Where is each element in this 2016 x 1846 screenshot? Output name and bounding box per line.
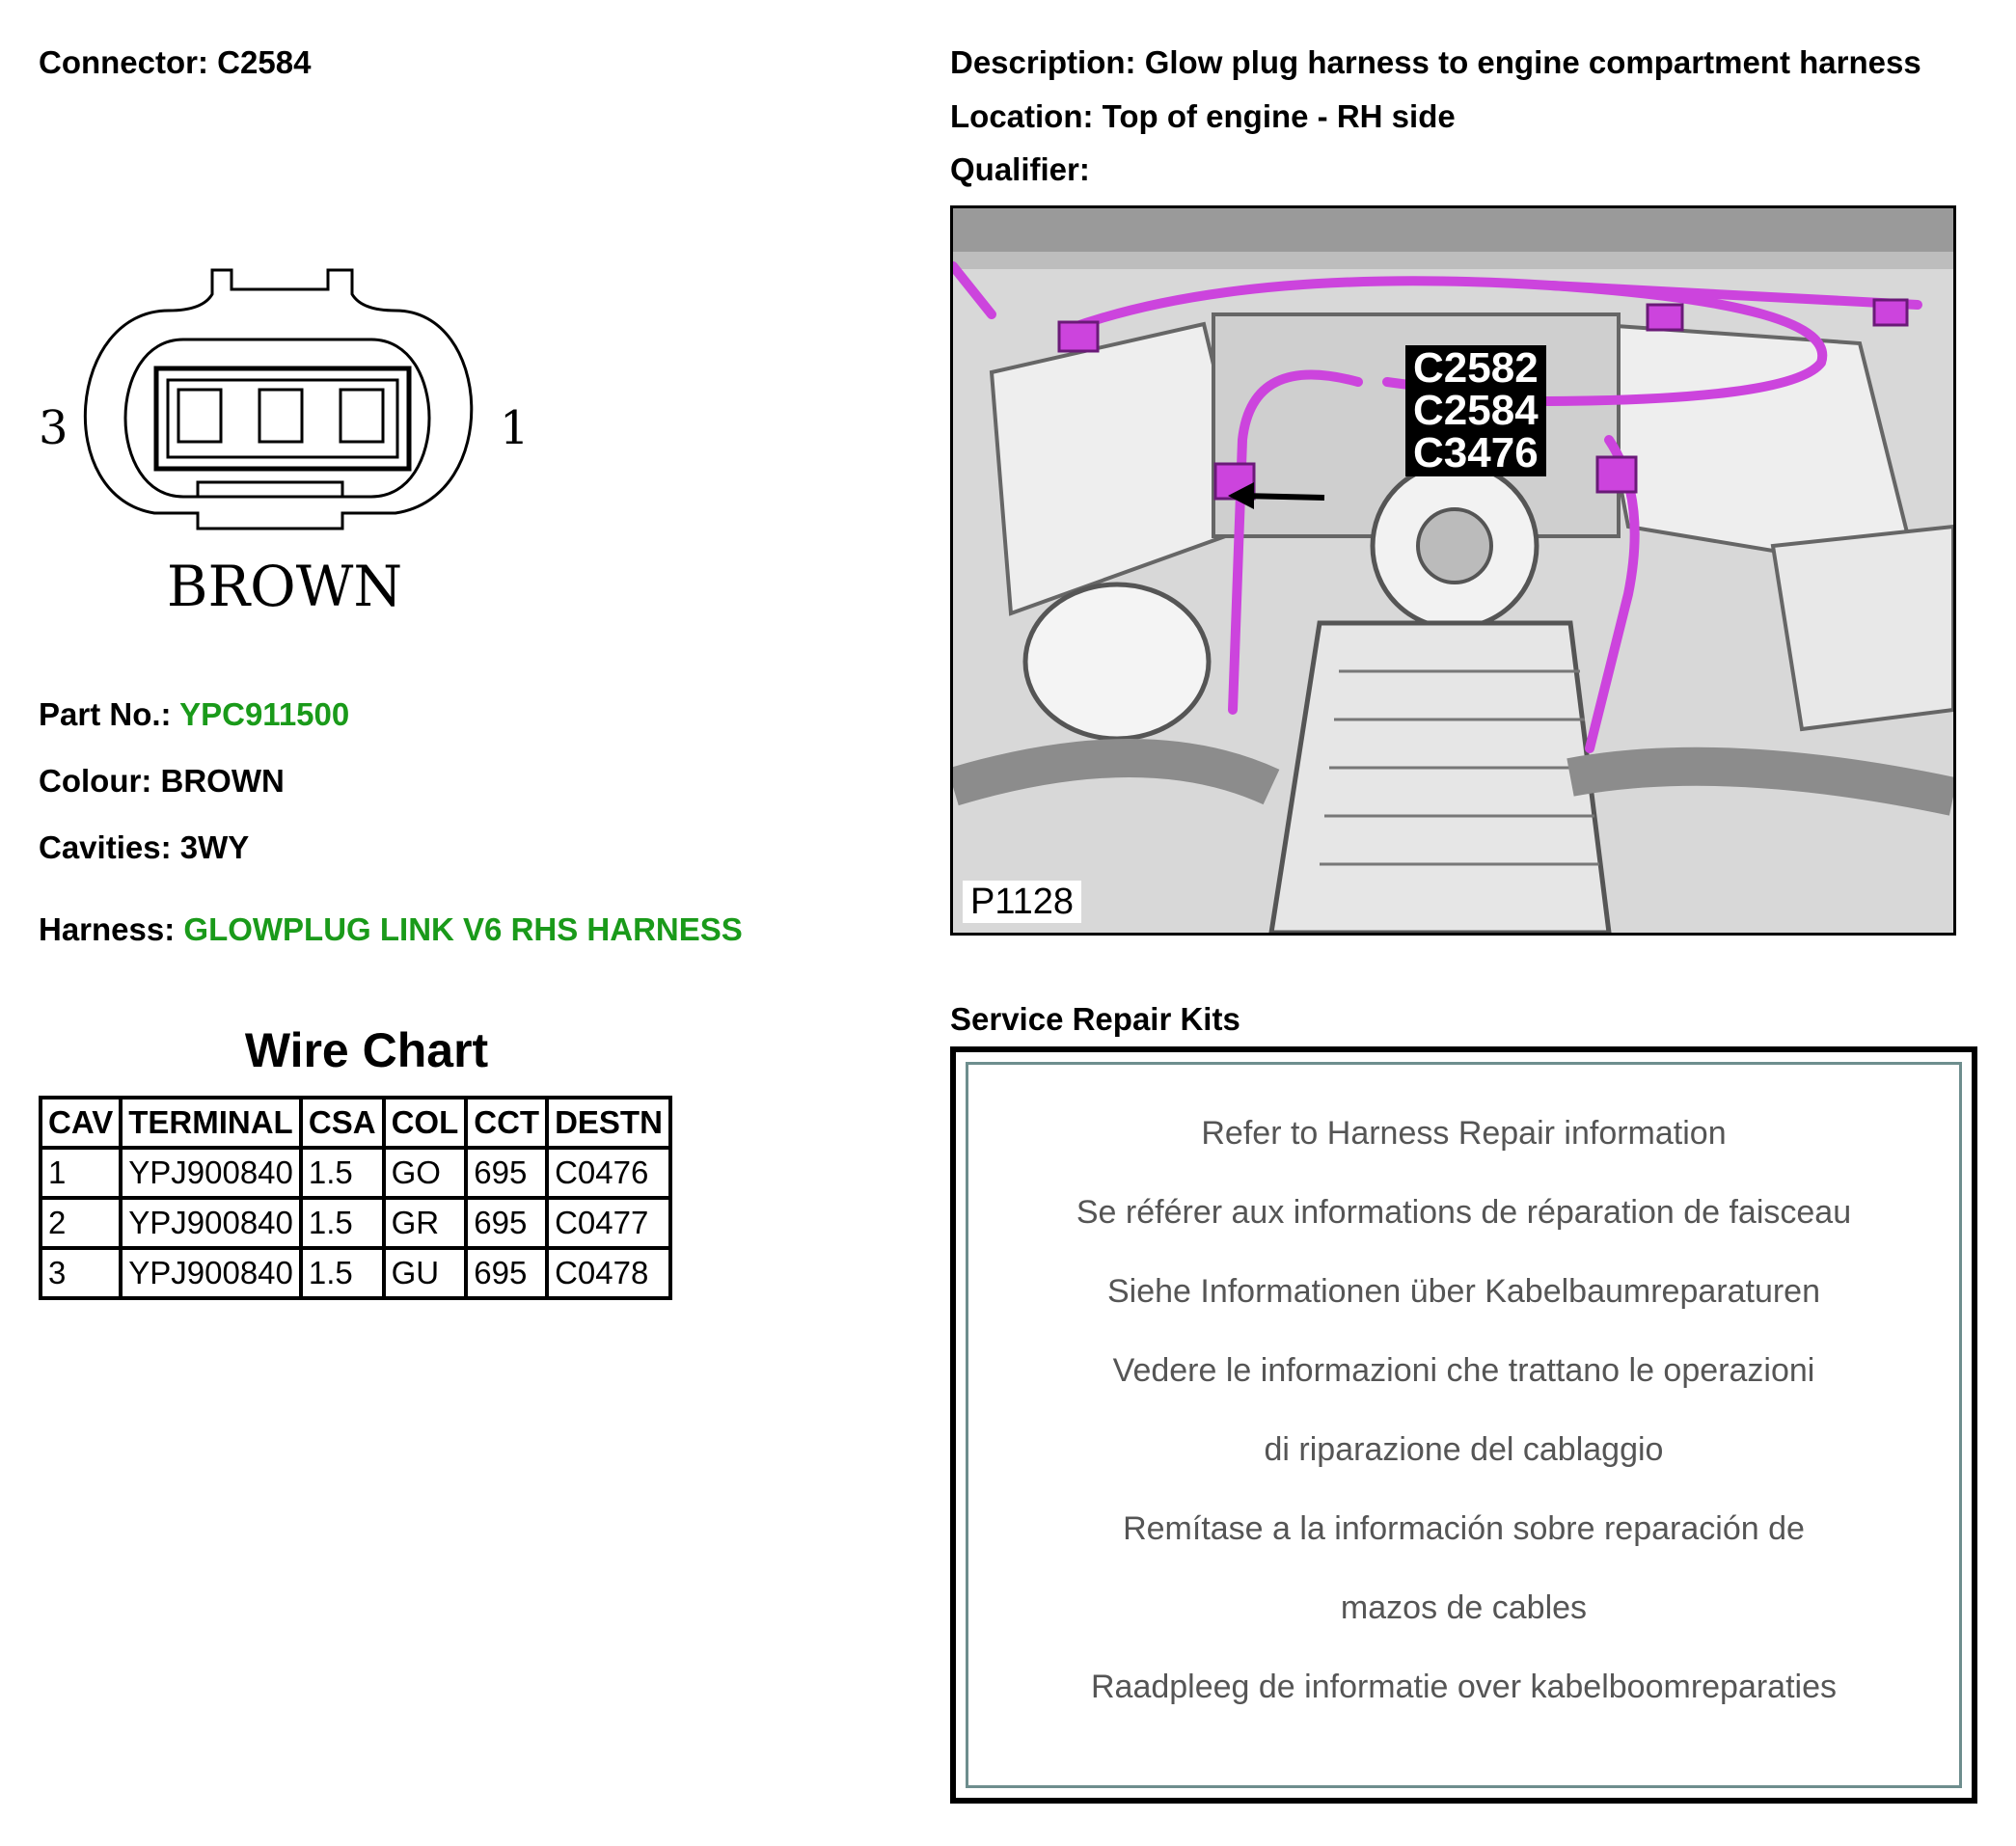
cell-col: GR bbox=[384, 1198, 467, 1248]
col-header-col: COL bbox=[384, 1098, 467, 1148]
cell-cct: 695 bbox=[466, 1148, 547, 1198]
harness-label: Harness: bbox=[39, 911, 176, 947]
pin-3-label: 3 bbox=[39, 401, 68, 455]
location-line bbox=[950, 100, 1456, 132]
cell-cct: 695 bbox=[466, 1198, 547, 1248]
qualifier-label: Qualifier: bbox=[950, 151, 1090, 187]
service-repair-kits-box bbox=[950, 1046, 1977, 1804]
part-no-label: Part No.: bbox=[39, 696, 172, 732]
connector-line bbox=[39, 46, 311, 78]
cell-destn: C0477 bbox=[547, 1198, 670, 1248]
description-value: Glow plug harness to engine compartment harness bbox=[1144, 44, 1921, 80]
part-no-line bbox=[39, 698, 349, 730]
harness-link[interactable]: GLOWPLUG LINK V6 RHS HARNESS bbox=[183, 911, 743, 947]
connector-colour-caption: BROWN bbox=[166, 554, 403, 619]
location-value: Top of engine - RH side bbox=[1102, 98, 1456, 134]
cell-csa: 1.5 bbox=[301, 1148, 384, 1198]
connector-id: C2584 bbox=[217, 44, 312, 80]
callout-c2584: C2584 bbox=[1413, 387, 1539, 434]
col-header-csa: CSA bbox=[301, 1098, 384, 1148]
cell-col: GO bbox=[384, 1148, 467, 1198]
kit-line: mazos de cables bbox=[1340, 1589, 1588, 1626]
wire-chart-table bbox=[39, 1096, 672, 1300]
pin-1-label: 1 bbox=[500, 401, 530, 455]
kit-line: Siehe Informationen über Kabelbaumreparaturen bbox=[1106, 1273, 1821, 1310]
kit-line: di riparazione del cablaggio bbox=[1264, 1431, 1664, 1468]
part-no-link[interactable]: YPC911500 bbox=[179, 696, 350, 732]
kit-line: Remítase a la información sobre reparación de bbox=[1123, 1510, 1805, 1547]
cell-csa: 1.5 bbox=[301, 1198, 384, 1248]
cell-cct: 695 bbox=[466, 1248, 547, 1298]
cell-csa: 1.5 bbox=[301, 1248, 384, 1298]
table-row bbox=[41, 1198, 670, 1248]
cell-terminal: YPJ900840 bbox=[121, 1198, 301, 1248]
cavities-line bbox=[39, 831, 249, 863]
cavities-label: Cavities: bbox=[39, 829, 172, 865]
service-repair-kits-inner-frame bbox=[966, 1062, 1962, 1788]
table-row bbox=[41, 1148, 670, 1198]
table-row bbox=[41, 1248, 670, 1298]
connector-callout-label bbox=[1405, 345, 1546, 476]
cell-terminal: YPJ900840 bbox=[121, 1248, 301, 1298]
harness-line bbox=[39, 913, 743, 945]
col-header-cav: CAV bbox=[41, 1098, 121, 1148]
cavities-value: 3WY bbox=[179, 829, 250, 865]
cell-cav: 3 bbox=[41, 1248, 121, 1298]
colour-value: BROWN bbox=[160, 763, 285, 799]
cell-cav: 2 bbox=[41, 1198, 121, 1248]
callout-c2582: C2582 bbox=[1413, 344, 1539, 392]
cell-destn: C0478 bbox=[547, 1248, 670, 1298]
connector-label: Connector: bbox=[39, 44, 208, 80]
kit-line: Raadpleeg de informatie over kabelboomreparaties bbox=[1090, 1669, 1838, 1705]
callout-c3476: C3476 bbox=[1413, 429, 1539, 476]
kit-line: Refer to Harness Repair information bbox=[1201, 1115, 1727, 1152]
engine-location-image bbox=[950, 205, 1956, 936]
qualifier-line bbox=[950, 153, 1090, 185]
connector-face-diagram bbox=[39, 260, 540, 627]
wire-chart-header-row bbox=[41, 1098, 670, 1148]
cell-cav: 1 bbox=[41, 1148, 121, 1198]
description-label: Description: bbox=[950, 44, 1136, 80]
kit-line: Se référer aux informations de réparation de faisceau bbox=[1076, 1194, 1852, 1231]
location-label: Location: bbox=[950, 98, 1094, 134]
colour-line bbox=[39, 765, 285, 797]
col-header-cct: CCT bbox=[466, 1098, 547, 1148]
service-repair-kits-title: Service Repair Kits bbox=[950, 1001, 1240, 1037]
colour-label: Colour: bbox=[39, 763, 152, 799]
col-header-destn: DESTN bbox=[547, 1098, 670, 1148]
col-header-terminal: TERMINAL bbox=[121, 1098, 301, 1148]
description-line bbox=[950, 46, 1921, 78]
cell-col: GU bbox=[384, 1248, 467, 1298]
cell-terminal: YPJ900840 bbox=[121, 1148, 301, 1198]
wire-chart-title: Wire Chart bbox=[244, 1023, 489, 1077]
photo-reference-label: P1128 bbox=[963, 881, 1081, 923]
cell-destn: C0476 bbox=[547, 1148, 670, 1198]
kit-line: Vedere le informazioni che trattano le operazioni bbox=[1112, 1352, 1815, 1389]
